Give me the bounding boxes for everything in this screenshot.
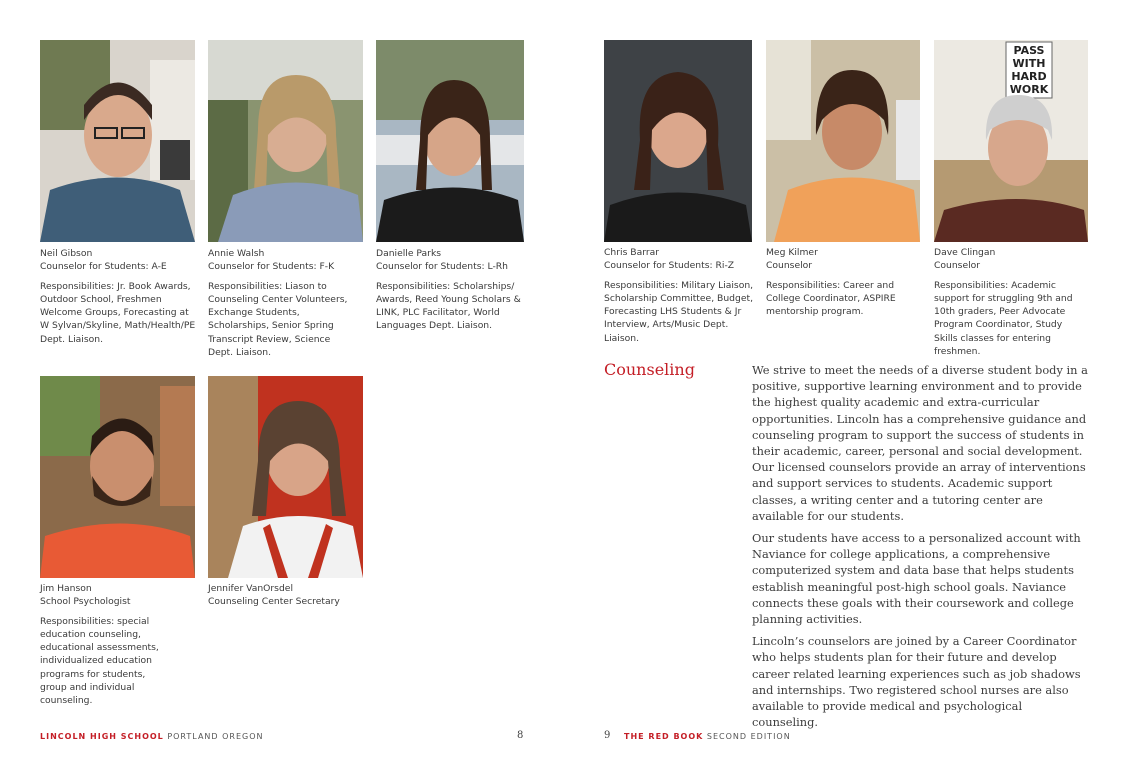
person-role: Counselor: [934, 260, 981, 272]
caption-annie-walsh: [208, 247, 358, 359]
person-responsibilities: Responsibilities: special education counseling, educational assessments, individualized education programs for students, group and individual counseling.: [40, 615, 159, 707]
photo-annie-walsh: [208, 40, 363, 242]
photo-jim-hanson: [40, 376, 195, 578]
caption-jennifer-vanorsdel: [208, 582, 368, 609]
caption-danielle-parks: [376, 247, 522, 333]
footer-right: [624, 732, 791, 741]
photo-danielle-parks: [376, 40, 524, 242]
person-role: Counselor for Students: F-K: [208, 261, 335, 273]
section-title: Counseling: [604, 360, 695, 379]
caption-dave-clingan: [934, 246, 1088, 358]
person-responsibilities: Responsibilities: Jr. Book Awards, Outdoor School, Freshmen Welcome Groups, Forecasting at W Sylvan/Skyline, Math/Health/PE Dept. Liaison.: [40, 280, 196, 345]
sign-line-4: WORK: [1009, 83, 1049, 96]
page-number-right: 9: [604, 730, 611, 741]
footer-left: [40, 732, 264, 741]
page-number-left: 8: [517, 730, 524, 741]
caption-meg-kilmer: [766, 246, 928, 318]
person-role: School Psychologist: [40, 596, 131, 608]
photo-neil-gibson: [40, 40, 195, 242]
person-responsibilities: Responsibilities: Liason to Counseling Center Volunteers, Exchange Students, Scholarships, Senior Spring Transcript Review, Science Dept. Liaison.: [208, 280, 348, 359]
person-role: Counselor for Students: Ri-Z: [604, 260, 735, 272]
body-paragraph-2: Our students have access to a personalized account with Naviance for college applications, a comprehensive computerized system and data base that helps students establish meaningful post-high school goals. Naviance connects these goals with their coursework and college planning activities.: [752, 531, 1081, 627]
body-paragraph-1: We strive to meet the needs of a diverse student body in a positive, supportive learning environment and to provide the highest quality academic and extra-curricular opportunities. Lincoln has a comprehensive guidance and counseling program to support the success of students in their academic, career, personal and social development. Our licensed counselors provide an array of interventions and support services to students. Academic support classes, a writing center and a tutoring center are available for our students.: [752, 363, 1088, 523]
footer-book-title: THE RED BOOK: [624, 732, 704, 741]
person-name: Neil Gibson: [40, 248, 93, 259]
footer-edition: SECOND EDITION: [706, 732, 791, 741]
person-name: Annie Walsh: [208, 248, 265, 259]
person-name: Jim Hanson: [40, 583, 92, 594]
body-paragraph-3: Lincoln’s counselors are joined by a Career Coordinator who helps students plan for their future and develop career related learning experiences such as job shadows and internships. Two registered school nurses are also available to provide medical and psychological counseling.: [752, 634, 1081, 730]
person-role: Counselor: [766, 260, 813, 272]
person-responsibilities: Responsibilities: Military Liaison, Scholarship Committee, Budget, Forecasting LHS Students & Jr Interview, Arts/Music Dept. Liaison.: [604, 279, 754, 344]
person-name: Danielle Parks: [376, 248, 442, 259]
photo-chris-barrar: [604, 40, 752, 242]
person-name: Meg Kilmer: [766, 247, 818, 258]
person-name: Jennifer VanOrsdel: [208, 583, 294, 594]
person-role: Counseling Center Secretary: [208, 596, 340, 608]
section-body: [752, 362, 1088, 736]
caption-chris-barrar: [604, 246, 754, 345]
person-name: Chris Barrar: [604, 247, 660, 258]
sign-line-1: PASS: [1013, 44, 1045, 57]
sign-line-3: HARD: [1011, 70, 1047, 83]
caption-neil-gibson: [40, 247, 198, 346]
photo-meg-kilmer: [766, 40, 920, 242]
person-role: Counselor for Students: A-E: [40, 261, 167, 273]
sign-line-2: WITH: [1012, 57, 1046, 70]
person-role: Counselor for Students: L-Rh: [376, 261, 508, 273]
person-name: Dave Clingan: [934, 247, 996, 258]
person-responsibilities: Responsibilities: Career and College Coordinator, ASPIRE mentorship program.: [766, 279, 896, 318]
person-responsibilities: Responsibilities: Academic support for struggling 9th and 10th graders, Peer Advocate Program Coordinator, Study Skills classes for entering freshmen.: [934, 279, 1073, 358]
person-responsibilities: Responsibilities: Scholarships/ Awards, Reed Young Scholars & LINK, PLC Facilitator, World Languages Dept. Liaison.: [376, 280, 521, 332]
photo-dave-clingan: [934, 40, 1088, 242]
footer-school-name: LINCOLN HIGH SCHOOL: [40, 732, 164, 741]
footer-location: PORTLAND OREGON: [167, 732, 264, 741]
photo-jennifer-vanorsdel: [208, 376, 363, 578]
caption-jim-hanson: [40, 582, 160, 708]
